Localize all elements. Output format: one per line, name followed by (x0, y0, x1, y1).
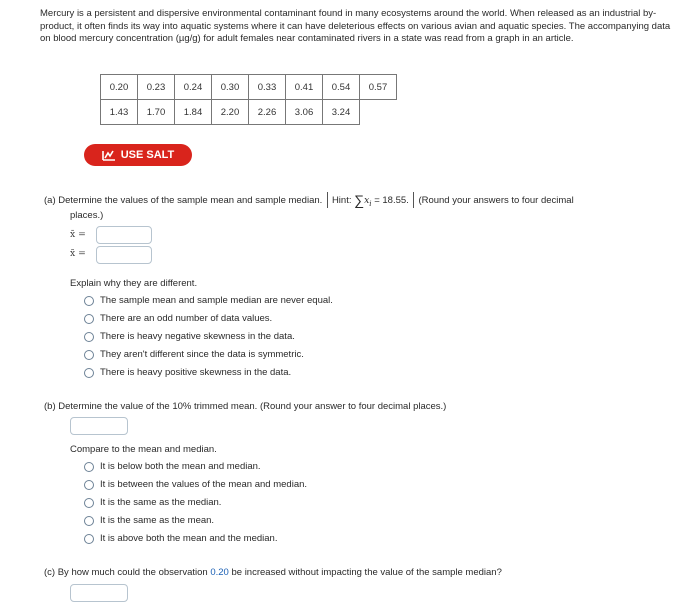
option-label: There is heavy positive skewness in the data. (100, 367, 292, 378)
table-cell: 1.84 (175, 100, 212, 125)
round-note: (Round your answers to four decimal (418, 195, 574, 206)
radio-button[interactable] (84, 534, 94, 544)
table-cell: 0.57 (360, 75, 397, 100)
table-cell-empty (360, 100, 397, 125)
table-cell: 1.43 (101, 100, 138, 125)
table-cell: 0.33 (249, 75, 286, 100)
compare-prompt: Compare to the mean and median. (70, 444, 217, 455)
table-cell: 3.24 (323, 100, 360, 125)
option-a3[interactable] (84, 331, 295, 342)
part-c-text-pre: (c) By how much could the observation (44, 567, 211, 578)
radio-button[interactable] (84, 368, 94, 378)
table-cell: 2.26 (249, 100, 286, 125)
option-a5[interactable] (84, 367, 291, 378)
sum-icon: ∑ (354, 192, 365, 208)
option-b2[interactable] (84, 479, 307, 490)
part-c-question (44, 567, 502, 578)
option-b1[interactable] (84, 461, 261, 472)
radio-button[interactable] (84, 480, 94, 490)
mean-label: x̄ = (70, 229, 86, 240)
option-b4[interactable] (84, 515, 214, 526)
option-label: It is the same as the median. (100, 497, 222, 508)
option-label: It is above both the mean and the median. (100, 533, 278, 544)
option-label: It is below both the mean and median. (100, 461, 261, 472)
option-label: They aren't different since the data is symmetric. (100, 349, 304, 360)
use-salt-button[interactable] (84, 144, 192, 166)
option-a2[interactable] (84, 313, 272, 324)
median-label: x̃ = (70, 248, 86, 259)
hint-box (327, 192, 414, 208)
part-a-question-text: (a) Determine the values of the sample mean and sample median. (44, 195, 323, 206)
part-b-question: (b) Determine the value of the 10% trimmed mean. (Round your answer to four decimal places.) (44, 401, 447, 412)
table-cell: 0.20 (101, 75, 138, 100)
table-cell: 3.06 (286, 100, 323, 125)
option-label: There are an odd number of data values. (100, 313, 273, 324)
radio-button[interactable] (84, 332, 94, 342)
problem-intro: Mercury is a persistent and dispersive environmental contaminant found in many ecosystems around the world. When released as an industrial by-product, it often finds its way into aquatic systems where it can have deleterious effects on various avian and aquatic species. The accompanying data on blood mercury concentration (µg/g) for adult females near contaminated rivers in a state was read from a graph in an article. (40, 8, 671, 44)
median-input[interactable] (96, 246, 152, 264)
part-a-question (44, 192, 574, 208)
hint-label: Hint: (331, 195, 352, 206)
table-row (101, 75, 397, 100)
option-a4[interactable] (84, 349, 304, 360)
data-table (100, 74, 397, 125)
part-c-text-post: be increased without impacting the value of the sample median? (228, 567, 502, 578)
option-label: The sample mean and sample median are never equal. (100, 295, 333, 306)
mean-input[interactable] (96, 226, 152, 244)
table-cell: 0.30 (212, 75, 249, 100)
radio-button[interactable] (84, 498, 94, 508)
round-note-cont: places.) (70, 210, 104, 221)
explain-prompt: Explain why they are different. (70, 278, 198, 289)
table-cell: 0.54 (323, 75, 360, 100)
salt-icon (102, 149, 116, 161)
radio-button[interactable] (84, 350, 94, 360)
radio-button[interactable] (84, 516, 94, 526)
option-b3[interactable] (84, 497, 221, 508)
radio-button[interactable] (84, 296, 94, 306)
option-label: There is heavy negative skewness in the data. (100, 331, 295, 342)
x-sub-i: $x_i$ (364, 195, 372, 208)
radio-button[interactable] (84, 314, 94, 324)
part-c-value: 0.20 (210, 567, 229, 578)
part-c-input[interactable] (70, 584, 128, 602)
table-cell: 0.41 (286, 75, 323, 100)
hint-sum: = 18.55. (374, 195, 409, 206)
use-salt-label: USE SALT (120, 149, 175, 161)
table-cell: 0.23 (138, 75, 175, 100)
trimmed-mean-input[interactable] (70, 417, 128, 435)
table-cell: 1.70 (138, 100, 175, 125)
radio-button[interactable] (84, 462, 94, 472)
table-cell: 0.24 (175, 75, 212, 100)
option-b5[interactable] (84, 533, 277, 544)
option-label: It is the same as the mean. (100, 515, 215, 526)
table-cell: 2.20 (212, 100, 249, 125)
option-label: It is between the values of the mean and median. (100, 479, 308, 490)
table-row (101, 100, 397, 125)
option-a1[interactable] (84, 295, 333, 306)
